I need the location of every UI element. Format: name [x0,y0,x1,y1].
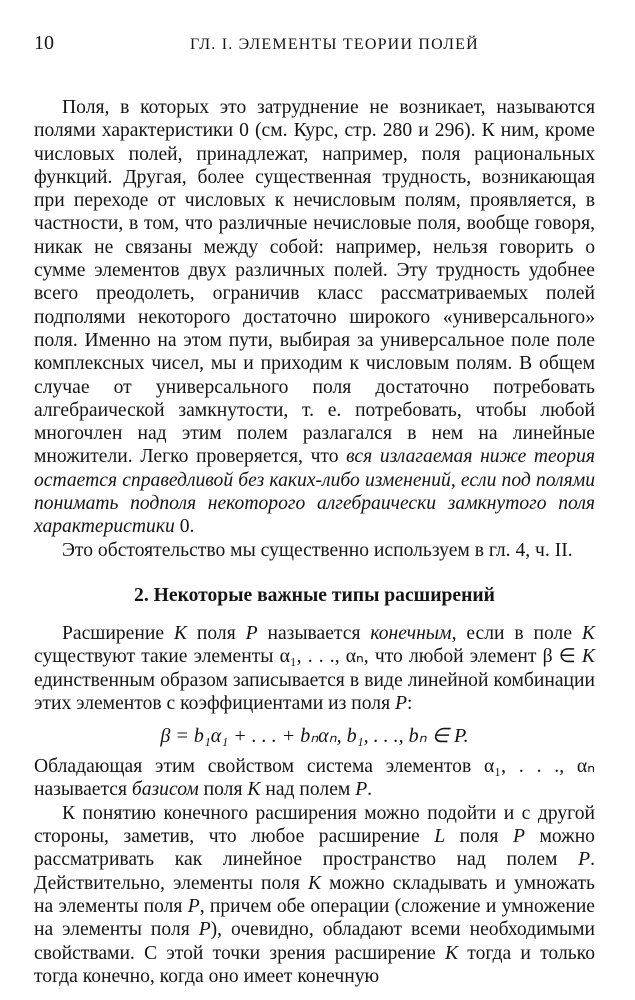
running-head: ГЛ. I. ЭЛЕМЕНТЫ ТЕОРИИ ПОЛЕЙ [190,36,479,53]
p3-t4: , если в поле [451,622,582,644]
p5-t1: К понятию конечного расширения можно подойти и с другой стороны, заметив, что любое расширение [34,802,595,848]
p3-var-k-2: K [581,622,595,644]
p5-var-p-2: P [578,849,591,871]
p3-var-p: P [245,622,258,644]
p1-text-b: 0. [174,516,195,538]
p5-var-p-4: P [198,919,211,941]
paragraph-basis-definition [34,755,595,802]
p4-t2: поля [198,779,248,801]
p5-var-p-3: P [187,895,200,917]
p5-var-l: L [434,826,446,848]
p5-t7: ), очевидно, обладают всеми необходимыми свойствами. С этой точки зрения расширение [34,919,595,964]
p4-t1: Обладающая этим свойством система элементов α₁, . . ., αₙ называется [34,756,595,801]
p3-t2: поля [187,622,246,644]
page-number: 10 [34,32,54,54]
p1-text-a: Поля, в которых это затруднение не возникает, называются полями характеристики 0 (см. Курс, стр. 280 и 296). К ним, кроме числовых полей, принадлежат, например, поля рациональных функций. Другая, более существенная трудность, возникающая при переходе от числовых к нечисловым полям, проявляется, в частности, в том, что различные нечисловые поля, вообще говоря, никак не связаны между собой: например, нельзя говорить о сумме элементов двух различных полей. Эту трудность удобнее всего преодолеть, ограничив класс рассматриваемых полей подполями некоторого достаточно широкого «универсального» поля. Именно на этом пути, выбирая за универсальное поле поле комплексных чисел, мы и приходим к числовым полям. В общем случае от универсального поля достаточно потребовать алгебраической замкнутости, т. е. потребовать, чтобы любой многочлен над этим полем разлагался в нем на линейные множители. Легко проверяется, что [34,97,595,468]
p5-t2: поля [445,826,513,848]
p4-t4: . [367,779,373,801]
p3-t6: единственным образом записывается в виде линейной комбинации этих элементов с коэффициентами из поля [34,669,595,714]
paragraph-usage-note: Это обстоятельство мы существенно используем в гл. 4, ч. II. [62,539,573,561]
p3-var-k-3: K [581,646,595,668]
p5-var-k: K [307,872,322,894]
formula-linear-combination: β = b₁α₁ + . . . + bₙαₙ, b₁, . . ., bₙ ∈ P. [160,725,469,748]
p4-var-p: P [355,779,368,801]
paragraph-finite-extension-definition [34,622,595,715]
p5-t3: можно рассматривать как линейное пространство над полем [34,826,595,871]
p3-t3: называется [257,622,371,644]
p3-var-k: K [173,622,187,644]
p5-var-k-2: K [444,942,459,964]
p4-var-k: K [247,779,261,801]
p4-t3: над полем [260,779,356,801]
p5-t5: можно складывать и умножать на элементы поля [34,872,595,917]
section-title: 2. Некоторые важные типы расширений [134,584,495,606]
p4-term-basis: базисом [131,779,199,801]
p5-var-p: P [512,826,525,848]
p3-t7: : [406,692,413,714]
page-header [34,32,595,56]
p5-t4: . Действительно, элементы поля [34,849,595,894]
paragraph-characteristic-zero [34,96,595,539]
p5-t8: тогда и только тогда конечно, когда оно имеет конечную [34,942,595,987]
p1-italic-statement: вся излагаемая ниже теория остается справедливой без каких-либо изменений, если под полями понимать подполя некоторого алгебраически замкнутого поля характеристики [34,446,595,538]
p3-var-p-2: P [395,692,407,714]
p3-t1: Расширение [62,622,174,644]
p3-t5: существуют такие элементы α₁, . . ., αₙ, что любой элемент β ∈ [34,646,582,668]
paragraph-linear-space-view [34,802,595,988]
p3-term-finite: конечным [370,622,452,644]
p5-t6: , причем обе операции (сложение и умножение на элементы поля [34,895,595,941]
